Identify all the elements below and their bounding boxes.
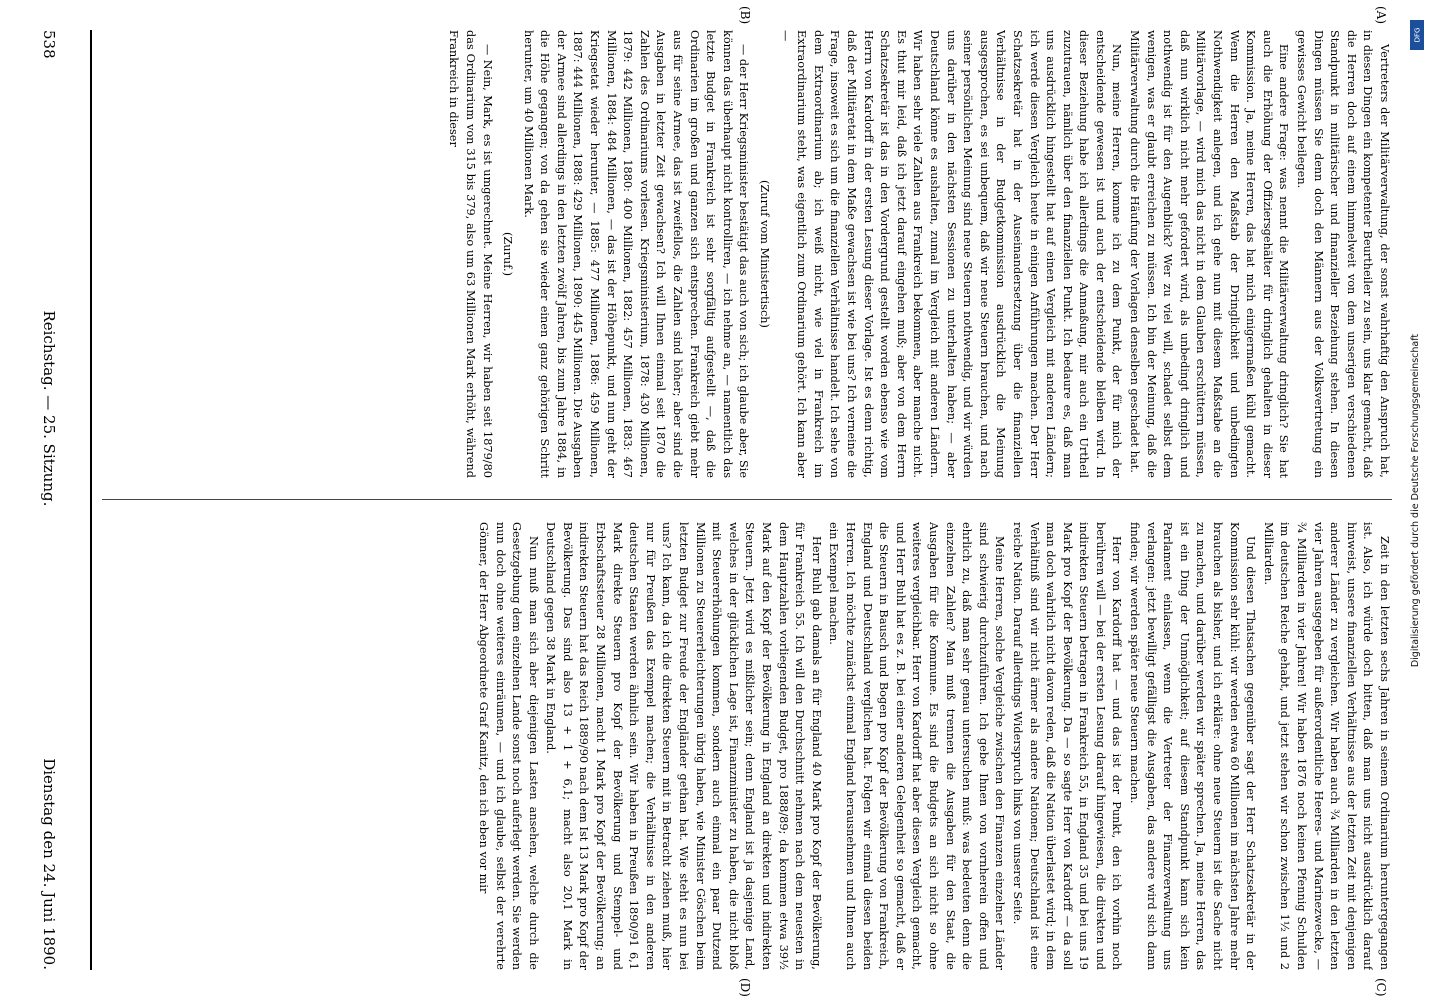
marker-d: (D) (738, 978, 752, 997)
page-title: Reichstag. — 25. Sitzung. (40, 310, 58, 507)
page-number: 538 (40, 30, 58, 59)
marker-b: (B) (738, 6, 752, 25)
dfg-logo: DFG (1410, 20, 1424, 50)
right-paragraph: Nun muß man sich aber diejenigen Lasten ansehen, welche durch die Gesetzgebung dem einzelnen Lande sonst noch auferlegt werden. Sie werden nun doch ohne weiteres einräumen, — und ich glaube, selbst der verehrte Gönner, der Herr Abgeordnete Graf Kanitz, den ich eben vor mir (476, 522, 540, 970)
left-paragraph: — der Herr Kriegsminister bestätigt das auch von sich; ich glaube aber, Sie können das überhaupt nicht kontrolliren, — ich nehme an, — namentlich das letzte Budget in Frankreich ist sehr sorgfältig aufgestellt —, daß die Ordinarien im großen und ganzen sich entsprechen. Frankreich giebt mehr aus für seine Armee, das ist zweifellos, die Zahlen sind höher; aber sind die Ausgaben in letzter Zeit gewachsen? Ich will Ihnen einmal seit 1870 die Zahlen des Ordinariums vorlesen. Kriegsministerium, 1878: 430 Millionen, 1879: 442 Millionen, 1880: 400 Millionen, 1882: 457 Millionen, 1883: 467 Millionen, 1884: 484 Millionen, — das ist der Höhepunkt, und nun geht der Kriegsetat wieder herunter, — 1885: 477 Millionen, 1886: 459 Millionen, 1887: 444 Millionen, 1888: 429 Millionen, 1890: 445 Millionen. Die Ausgaben der Armee sind allerdings in den letzten zwölf Jahren, bis zum Jahre 1884, in die Höhe gegangen; von da gehen sie wieder einen ganz gehörigen Schritt herunter, um 40 Millionen Mark. (521, 30, 751, 478)
left-paragraph: Vertreters der Militärverwaltung, der sonst wahrhaftig den Anspruch hat, in diesen Dingen ein kompetenter Beurtheiler zu sein, uns klar gemacht, daß die Herren doch auf einem himmelweit von dem unserigen verschiedenen Standpunkt in militärischer und finanzieller Beziehung stehen. In diesen Dingen müssen Sie denn doch den Männern aus der Volksvertretung ein gewisses Gewicht beilegen. (1295, 30, 1391, 478)
right-paragraph: Herr Buhl gab damals an für England 40 Mark pro Kopf der Bevölkerung, für Frankreich 55. Ich will den Durchschnitt nehmen nach dem neuesten in dem Hauptzahlen vorliegenden Budget, pro 1888/89; da kommen etwa 39½ Mark auf den Kopf der Bevölkerung in England an direkten und indirekten Steuern. Jetzt wird es mißlicher sein; denn England ist ja dasjenige Land, welches in der glücklichen Lage ist, Finanzminister zu haben, die nicht bloß mit Steuererhöhungen kommen, sondern auch einmal ein paar Dutzend Millionen zu Steuererleichterungen übrig haben, wie Minister Göschen beim letzten Budget zur Freude der Engländer gethan hat. Wie steht es nun bei uns? Ich kann, da ich die direkten Steuern mit in Betracht ziehen muß, hier nur für Preußen das Exempel machen; die Verhältnisse in den anderen deutschen Staaten werden ähnlich sein. Wir haben in Preußen 1890/91 6,1 Mark direkte Steuern pro Kopf der Bevölkerung und Stempel- und Erbschaftssteuer 28 Millionen, macht 1 Mark pro Kopf der Bevölkerung; an indirekten Steuern hat das Reich 1889/90 nach dem Ist 13 Mark pro Kopf der Bevölkerung. Das sind also 13 + 1 + 6,1; macht also 20,1 Mark in Deutschland gegen 38 Mark in England. (544, 522, 823, 970)
page-header (36, 30, 62, 970)
page-date: Dienstag den 24. Juni 1890. (40, 758, 58, 970)
left-column (102, 30, 1392, 478)
interjection: (Zuruf.) (501, 232, 515, 276)
header-rule (90, 30, 92, 970)
marker-a: (A) (1374, 6, 1388, 25)
right-paragraph: Und diesen Thatsachen gegenüber sagt der Herr Schatzsekretär in der Kommission sehr kühl: wir werden etwa 60 Millionen im nächsten Jahre mehr brauchen als bisher, und ich erkläre: ohne neue Steuern ist die Sache nicht zu machen, und darüber werden wir später sprechen. Ja, meine Herren, das ist ein Ding der Unmöglichkeit; auf diesem Standpunkt kann sich kein Parlament einlassen, wenn die Vertreter der Finanzverwaltung uns verlangen: jetzt bewilligt gefälligst die Ausgaben, das andere wird sich dann finden; wir werden später neue Steuern machen. (1128, 522, 1258, 970)
left-paragraph: Eine andere Frage: was nennt die Militärverwaltung dringlich? Sie hat auch die Erhöhung der Offiziersgehälter für dringlich gehalten in dieser Kommission. Ja, meine Herren, das hat mich einigermaßen kühl gemacht. Wenn die Herren den Maßstab der Dringlichkeit und unbedingten Nothwendigkeit anlegen, und ich gehe nun mit diesem Maßstabe an die Militärvorlage, — wird mich das nicht in dem Glauben erschüttern müssen, daß nun wirklich nicht mehr gefordert wird, als unbedingt dringlich und nothwendig ist für den Augenblick? Wer zu viel will, schadet selbst dem wenigen, was er glaubt erreichen zu müssen. Ich bin der Meinung, daß die Militärverwaltung durch die Häufung der Vorlagen denselben geschadet hat. (1128, 30, 1291, 478)
right-column (102, 522, 1392, 970)
left-paragraph: Nun, meine Herren, komme ich zu dem Punkt, der für mich der entscheidende gewesen ist und auch der entscheidende bleiben wird. In dieser Beziehung habe ich allerdings die Anmaßung, mir auch ein Urtheil zuzutrauen, nämlich über den finanziellen Punkt. Ich bedaure es, daß man uns ausdrücklich hingestellt hat auf einen Vergleich mit anderen Ländern; ich werde diesen Vergleich heute in einigen Anführungen machen. Der Herr Schatzsekretär hat in der Auseinandersetzung über die finanziellen Verhältnisse in der Budgetkommission ausdrücklich die Meinung ausgesprochen, es sei unbequem, daß wir neue Steuern brauchen, und nach seiner persönlichen Meinung sind neue Steuern nothwendig, und wir würden uns darüber in den nächsten Sessionen zu unterhalten haben; — aber Deutschland könne es aushalten, zumal im Vergleich mit anderen Ländern. Wir haben sehr viele Zahlen aus Frankreich bekommen, aber manche nicht. Es thut mir leid, daß ich jetzt darauf eingehen muß; aber von dem Herrn Schatzsekretär ist das in den Vordergrund gestellt worden ebenso wie vom Herrn von Kardorff in der ersten Lesung dieser Vorlage. Ist es denn richtig, daß der Militäretat in dem Maße gewachsen ist wie bei uns? Ich verneine die Frage, insoweit es sich um die finanziellen Verhältnisse handelt. Ich sehe von dem Extraordinarium ab; ich weiß nicht, wie viel in Frankreich im Extraordinarium steht, was eigentlich zum Ordinarium gehört. Ich kann aber — (778, 30, 1124, 478)
interjection: (Zuruf vom Ministertisch) (758, 180, 772, 328)
marker-c: (C) (1374, 978, 1388, 997)
right-paragraph: Herr von Kardorff hat — und das ist der Punkt, den ich vorhin noch berühren will — bei der ersten Lesung darauf hingewiesen, die direkten und indirekten Steuern betragen in Frankreich 55, in England 35 und bei uns 19 Mark pro Kopf der Bevölkerung. Da — so sagte Herr von Kardorff — da soll man doch wahrlich nicht davon reden, daß die Nation überlastet wird; in dem Verhältniß sind wir nicht ärmer als andere Nationen; Deutschland ist eine reiche Nation. Darauf allerdings Widerspruch links von unserer Seite. (1010, 522, 1124, 970)
column-divider (102, 499, 1392, 500)
left-paragraph: — Nein, Mark, es ist umgerechnet. Meine Herren, wir haben seit 1879/80 das Ordinarium von 315 bis 379, also um 63 Millionen Mark erhöht, während Frankreich in dieser (447, 30, 494, 478)
right-paragraph: Meine Herren, solche Vergleiche zwischen den Finanzen einzelner Länder sind schwierig durchzuführen. Ich gebe Ihnen von vornherein offen und ehrlich zu, daß man sehr genau untersuchen muß: was bedeuten denn die einzelnen Zahlen? Man muß trennen die Ausgaben für den Staat, die Ausgaben für die Kommune. Es sind die Budgets an sich nicht so ohne weiteres vergleichbar. Herr von Kardorff hat aber diesen Vergleich gemacht, und Herr Buhl hat es z. B. bei einer anderen Gelegenheit so gemacht, daß er die Steuern in Bausch und Bogen pro Kopf der Bevölkerung von Frankreich, England und Deutschland verglichen hat. Folgen wir einmal diesen beiden Herren. Ich möchte zunächst einmal England herausnehmen und Ihnen auch ein Exempel machen. (827, 522, 1007, 970)
right-paragraph: Zeit in den letzten sechs Jahren in seinem Ordinarium heruntergegangen ist. Also, ich würde doch bitten, daß man uns nicht ausdrücklich darauf hinweist, unsere finanziellen Verhältnisse aus der letzten Zeit mit denjenigen anderer Länder zu vergleichen. Wir haben auch ¾ Milliarden in den letzten vier Jahren ausgegeben für außerordentliche Heeres- und Marinezwecke, — ¾ Milliarden in vier Jahren! Wir haben 1876 noch keinen Pfennig Schulden im deutschen Reiche gehabt, und jetzt stehen wir schon zwischen 1½ und 2 Milliarden. (1261, 522, 1391, 970)
digitization-note: Digitalisierung gefördert durch die Deutsche Forschungsgemeinschaft (1410, 333, 1422, 667)
